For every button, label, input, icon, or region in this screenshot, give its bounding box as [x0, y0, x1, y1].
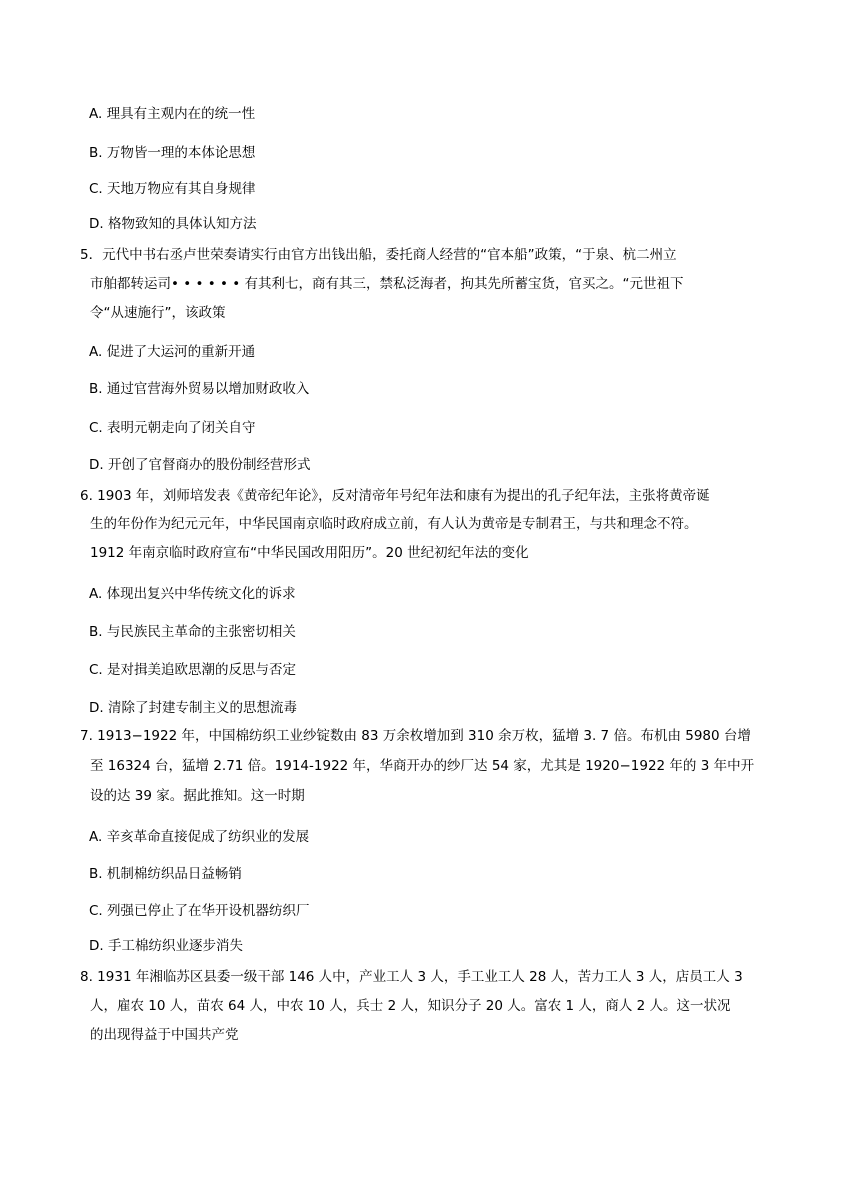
q7-stem-line-1: 7. 1913−1922 年，中国棉纺织工业纱锭数由 83 万余枚增加到 310 余万枚，猛增 3. 7 倍。布机由 5980 台增	[80, 728, 751, 744]
q6-stem-line-1: 6. 1903 年，刘师培发表《黄帝纪年论》，反对清帝年号纪年法和康有为提出的孔子纪年法，主张将黄帝诞	[80, 488, 710, 504]
q6-stem-line-2: 生的年份作为纪元元年，中华民国南京临时政府成立前，有人认为黄帝是专制君王，与共和理念不符。	[90, 516, 698, 532]
q5-stem-line-3: 令“从速施行”，该政策	[90, 305, 226, 321]
q4-option-c: C. 天地万物应有其自身规律	[89, 181, 256, 197]
q6-option-a: A. 体现出复兴中华传统文化的诉求	[89, 586, 296, 602]
q7-option-d: D. 手工棉纺织业逐步消失	[89, 938, 243, 954]
q8-stem-line-1: 8. 1931 年湘临苏区县委一级干部 146 人中，产业工人 3 人，手工业工人 28 人，苦力工人 3 人，店员工人 3	[80, 969, 743, 985]
q6-option-d: D. 清除了封建专制主义的思想流毒	[89, 700, 297, 716]
q7-option-c: C. 列强已停止了在华开设机器纺织厂	[89, 903, 310, 919]
q7-option-b: B. 机制棉纺织品日益畅销	[89, 866, 242, 882]
q7-stem-line-3: 设的达 39 家。据此推知。这一时期	[90, 788, 305, 804]
q5-option-d: D. 开创了官督商办的股份制经营形式	[89, 457, 311, 473]
q5-stem-line-2: 市舶都转运司• • • • • • 有其利七，商有其三，禁私泛海者，拘其先所蓄宝货，官买之。“元世祖下	[90, 276, 684, 292]
q5-option-a: A. 促进了大运河的重新开通	[89, 344, 256, 360]
q4-option-b: B. 万物皆一理的本体论思想	[89, 145, 256, 161]
q7-stem-line-2: 至 16324 台，猛增 2.71 倍。1914-1922 年，华商开办的纱厂达 54 家，尤其是 1920−1922 年的 3 年中开	[90, 758, 755, 774]
q4-option-a: A. 理具有主观内在的统一性	[89, 106, 256, 122]
q8-stem-line-2: 人，雇农 10 人，苗农 64 人，中农 10 人，兵士 2 人，知识分子 20 人。富农 1 人，商人 2 人。这一状况	[90, 998, 731, 1014]
q8-stem-line-3: 的出现得益于中国共产党	[90, 1027, 239, 1043]
q5-stem-line-1: 5．元代中书右丞卢世荣奏请实行由官方出钱出船，委托商人经营的“官本船”政策，“于泉、杭二州立	[80, 247, 677, 263]
q6-option-c: C. 是对揖美追欧思潮的反思与否定	[89, 662, 297, 678]
q6-option-b: B. 与民族民主革命的主张密切相关	[89, 624, 296, 640]
q4-option-d: D. 格物致知的具体认知方法	[89, 216, 257, 232]
q5-option-c: C. 表明元朝走向了闭关自守	[89, 420, 256, 436]
q7-option-a: A. 辛亥革命直接促成了纺织业的发展	[89, 829, 310, 845]
q6-stem-line-3: 1912 年南京临时政府宣布“中华民国改用阳历”。20 世纪初纪年法的变化	[90, 545, 529, 561]
q5-option-b: B. 通过官营海外贸易以增加财政收入	[89, 381, 310, 397]
